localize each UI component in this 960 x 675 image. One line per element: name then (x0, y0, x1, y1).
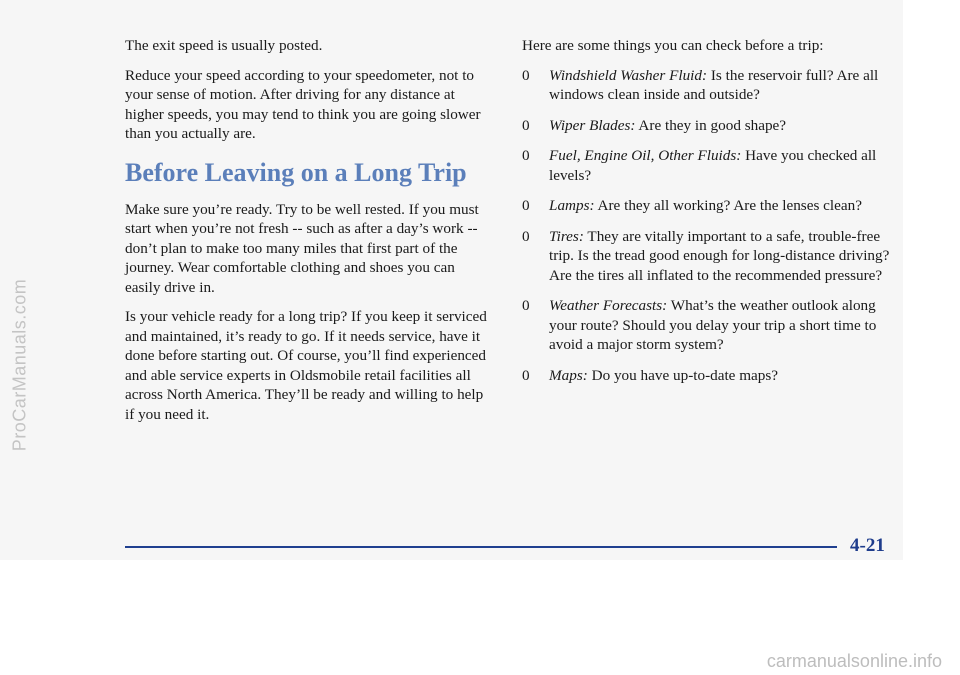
checklist (522, 66, 894, 386)
side-watermark: ProCarManuals.com (9, 278, 30, 452)
bullet-icon: 0 (522, 297, 530, 314)
right-column (522, 36, 894, 396)
left-column (125, 36, 493, 434)
list-item (522, 196, 894, 216)
bullet-icon: 0 (522, 197, 530, 214)
footer-rule (125, 546, 837, 548)
item-label: Maps: (549, 366, 588, 384)
bullet-icon: 0 (522, 366, 530, 384)
item-label: Windshield Washer Fluid: (549, 66, 708, 84)
list-item (522, 227, 894, 286)
readiness-paragraph: Make sure you’re ready. Try to be well rested. If you must start when you’re not fresh -- such as after a day’s work -- don’t plan to make too many miles that first part of the journey. Wear comfortable clothing and shoes you can easily drive in. (125, 200, 479, 296)
item-label: Weather Forecasts: (549, 297, 668, 314)
bullet-icon: 0 (522, 116, 530, 134)
item-label: Lamps: (549, 197, 595, 214)
item-text: Is the reservoir full? Are all windows clean inside and outside? (549, 66, 879, 103)
vehicle-ready-paragraph: Is your vehicle ready for a long trip? If you keep it serviced and maintained, it’s ready to go. If it needs service, have it done before starting out. Of course, you’ll find experienced and able service experts in Oldsmobile retail facilities all across North America. They’ll be ready and willing to help if you need it. (125, 308, 487, 423)
list-item (522, 66, 894, 105)
page-number: 4-21 (850, 535, 885, 556)
checklist-intro: Here are some things you can check before a trip: (522, 37, 824, 54)
item-text: Are they all working? Are the lenses clean? (594, 197, 862, 214)
item-text: Have you checked all levels? (549, 147, 877, 184)
list-item (522, 116, 894, 136)
reduce-speed-paragraph: Reduce your speed according to your speedometer, not to your sense of motion. After driving for any distance at higher speeds, you may tend to think you are going slower than you actually are. (125, 66, 481, 142)
item-label: Tires: (549, 227, 584, 245)
exit-speed-paragraph: The exit speed is usually posted. (125, 37, 323, 54)
bullet-icon: 0 (522, 147, 530, 164)
bullet-icon: 0 (522, 66, 530, 84)
item-text: Do you have up-to-date maps? (587, 366, 779, 384)
item-label: Fuel, Engine Oil, Other Fluids: (549, 147, 742, 164)
bullet-icon: 0 (522, 227, 530, 245)
section-heading: Before Leaving on a Long Trip (125, 157, 467, 187)
list-item (522, 366, 894, 386)
bottom-watermark: carmanualsonline.info (766, 651, 942, 671)
list-item (522, 146, 894, 185)
item-text: What’s the weather outlook along your route? Should you delay your trip a short time to avoid a major storm system? (549, 297, 877, 353)
item-text: Are they in good shape? (635, 116, 787, 134)
item-text: They are vitally important to a safe, trouble-free trip. Is the tread good enough for long-distance driving? Are the tires all inflated to the recommended pressure? (549, 227, 890, 284)
item-label: Wiper Blades: (549, 116, 636, 134)
list-item (522, 296, 894, 355)
